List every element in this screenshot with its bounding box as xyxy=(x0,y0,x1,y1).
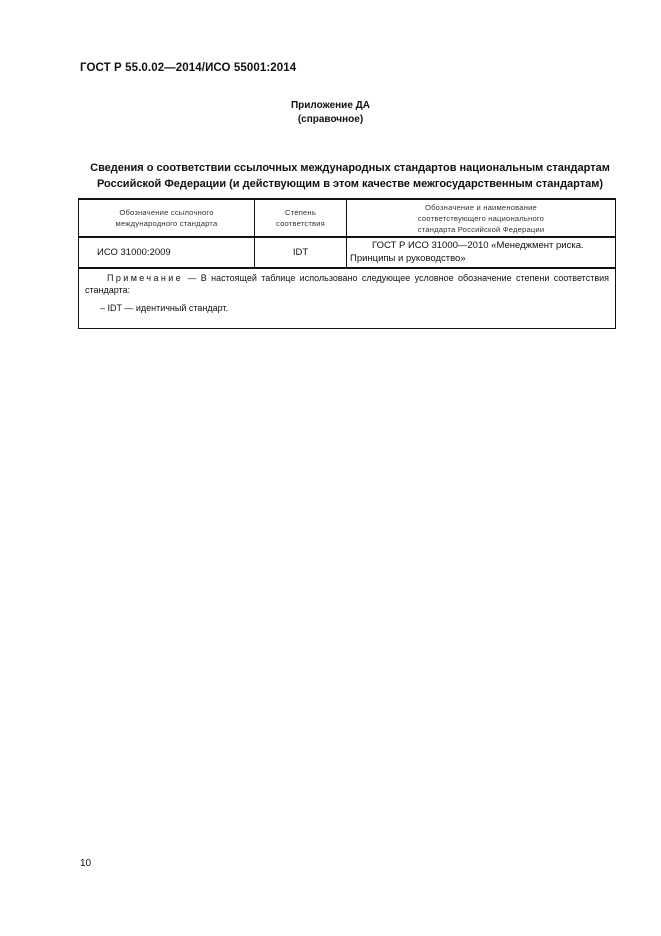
note-text: — В настоящей таблице использовано следующее условное обозначение степени соответствия стандарта: xyxy=(85,273,609,295)
column-header-national-label: Обозначение и наименование соответствующего национального стандарта Российской Федерации xyxy=(417,202,545,234)
column-header-international xyxy=(79,199,255,237)
note-label: Примечание xyxy=(107,273,184,283)
cell-degree: IDT xyxy=(255,237,347,268)
column-header-international-label: Обозначение ссылочного международного стандарта xyxy=(115,208,218,228)
table-note xyxy=(79,268,616,329)
annex-subtitle: (справочное) xyxy=(297,114,364,125)
annex-heading-line-2: Российской Федерации (и действующим в этом качестве межгосударственным стандартам) xyxy=(96,178,604,190)
annex-heading xyxy=(70,160,630,192)
annex-header xyxy=(0,99,661,127)
cell-international: ИСО 31000:2009 xyxy=(79,237,255,268)
cell-national: ГОСТ Р ИСО 31000—2010 «Менеджмент риска. Принципы и руководство» xyxy=(347,237,616,268)
annex-title: Приложение ДА xyxy=(290,100,371,111)
column-header-national xyxy=(347,199,616,237)
note-list-item: – IDT — идентичный стандарт. xyxy=(100,303,229,313)
column-header-degree-label: Степень соответствия xyxy=(275,208,325,228)
document-code: ГОСТ Р 55.0.02—2014/ИСО 55001:2014 xyxy=(80,62,297,74)
note-paragraph xyxy=(85,272,609,296)
table-header-row xyxy=(79,199,616,237)
annex-heading-line-1: Сведения о соответствии ссылочных международных стандартов национальным стандартам xyxy=(90,162,610,174)
column-header-degree xyxy=(255,199,347,237)
table-note-row xyxy=(79,268,616,329)
correspondence-table xyxy=(78,198,616,329)
table-row xyxy=(79,237,616,268)
page-number: 10 xyxy=(80,858,92,869)
